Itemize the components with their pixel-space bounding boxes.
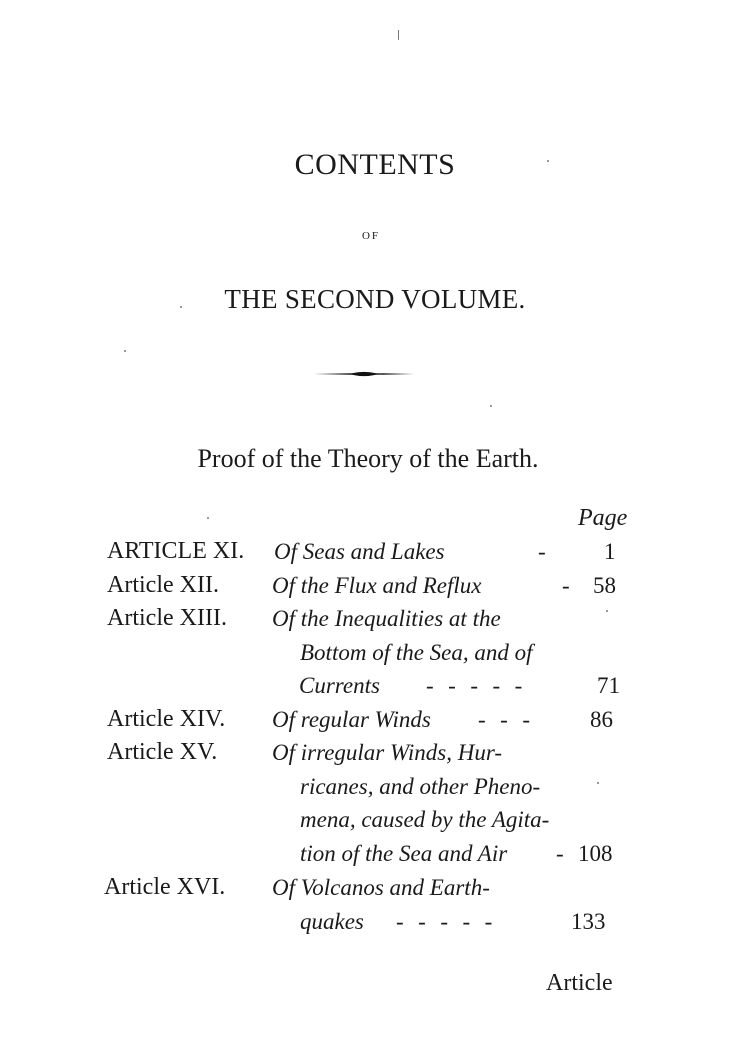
article-title-line: quakes <box>300 909 364 934</box>
paper-speck <box>547 160 549 162</box>
dot-leader: - - - - - <box>396 909 494 934</box>
article-title-line: mena, caused by the Agita- <box>300 807 550 832</box>
contents-title: CONTENTS <box>294 148 456 181</box>
catchword: Article <box>546 970 613 996</box>
dot-leader: - <box>556 841 565 866</box>
section-title: Proof of the Theory of the Earth. <box>197 444 539 473</box>
page-number: 86 <box>590 707 613 732</box>
article-title-line: Of regular Winds <box>272 707 431 732</box>
dot-leader: - - - - - <box>426 673 524 698</box>
dot-leader: - - - <box>478 707 531 732</box>
page-number: 71 <box>597 673 620 698</box>
article-label: Article XVI. <box>104 874 226 900</box>
article-title-line: Of Volcanos and Earth- <box>272 875 490 900</box>
of-word: OF <box>361 230 381 242</box>
page-number: 133 <box>571 909 606 934</box>
paper-speck <box>597 782 599 784</box>
article-title-line: Of Seas and Lakes <box>274 539 445 564</box>
paper-speck <box>606 610 608 612</box>
article-label: Article XIV. <box>107 706 226 732</box>
dot-leader: - <box>538 539 547 564</box>
article-title-line: Bottom of the Sea, and of <box>300 640 533 665</box>
volume-subtitle: THE SECOND VOLUME. <box>224 284 526 314</box>
page-number: 58 <box>593 573 616 598</box>
paper-speck <box>207 517 209 519</box>
page-number: 108 <box>578 841 613 866</box>
ornamental-rule <box>312 368 416 380</box>
article-label: Article XII. <box>107 572 219 598</box>
article-title-line: Of irregular Winds, Hur- <box>272 740 502 765</box>
paper-speck <box>180 306 182 308</box>
article-title-line: Currents <box>299 673 380 698</box>
article-title-line: ricanes, and other Pheno- <box>300 774 541 799</box>
article-label: ARTICLE XI. <box>107 538 245 564</box>
article-title-line: tion of the Sea and Air <box>300 841 508 866</box>
page-number: 1 <box>604 539 616 564</box>
article-label: Article XIII. <box>107 605 227 631</box>
page-column-label: Page <box>578 505 628 531</box>
article-title-line: Of the Inequalities at the <box>272 606 501 631</box>
paper-speck <box>398 30 399 40</box>
article-label: Article XV. <box>107 739 218 765</box>
paper-speck <box>124 350 126 352</box>
article-title-line: Of the Flux and Reflux <box>272 573 482 598</box>
paper-speck <box>490 405 492 407</box>
dot-leader: - <box>562 573 571 598</box>
